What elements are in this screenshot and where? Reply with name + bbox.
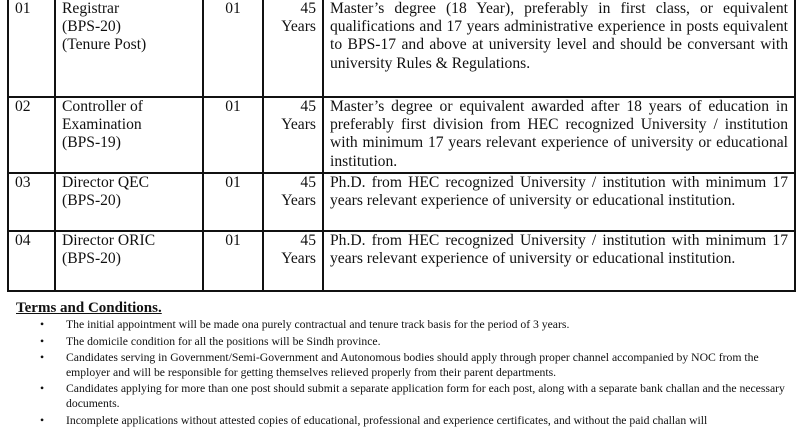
qualification: Ph.D. from HEC recognized University / institution with minimum 17 years relevant experience of university or educational institution.	[323, 173, 795, 231]
age-limit	[263, 231, 323, 291]
age-limit	[263, 97, 323, 173]
age-value: 45	[300, 232, 316, 249]
post-number: 02	[8, 97, 55, 173]
bullet-icon: •	[40, 334, 45, 348]
post-number: 03	[8, 173, 55, 231]
qualification: Master’s degree (18 Year), preferably in first class, or equivalent qualifications and 17 years administrative experience in posts equivalent to BPS-17 and above at university level and should be conversant with university Rules & Regulations.	[323, 0, 795, 97]
post-title: Controller of Examination (BPS-19)	[55, 97, 203, 173]
list-item	[38, 351, 788, 380]
list-item	[38, 414, 788, 429]
post-count: 01	[203, 173, 263, 231]
list-item	[38, 335, 788, 350]
post-count: 01	[203, 97, 263, 173]
age-unit: Years	[281, 250, 316, 268]
age-unit: Years	[281, 192, 316, 210]
term-text: The domicile condition for all the positions will be Sindh province.	[66, 334, 381, 348]
bullet-icon: •	[40, 318, 45, 331]
post-title: Director ORIC (BPS-20)	[55, 231, 203, 291]
age-value: 45	[300, 0, 316, 17]
post-title: Registrar (BPS-20) (Tenure Post)	[55, 0, 203, 97]
term-text: The initial appointment will be made ona purely contractual and tenure track basis for the period of 3 years.	[66, 318, 570, 331]
list-item	[38, 318, 788, 333]
post-count: 01	[203, 0, 263, 97]
qualification: Master’s degree or equivalent awarded after 18 years of education in preferably first division from HEC recognized University / institution with minimum 17 years relevant experience of university or educational institution.	[323, 97, 795, 173]
age-value: 45	[300, 174, 316, 191]
post-title: Director QEC (BPS-20)	[55, 173, 203, 231]
term-text: Candidates applying for more than one post should submit a separate application form for each post, along with a separate bank challan and the necessary documents.	[66, 382, 785, 410]
bullet-icon: •	[40, 382, 45, 396]
table-row	[8, 231, 795, 291]
table-row	[8, 173, 795, 231]
terms-list	[38, 318, 788, 430]
age-value: 45	[300, 98, 316, 115]
bullet-icon: •	[40, 351, 45, 365]
term-text: Candidates serving in Government/Semi-Government and Autonomous bodies should apply through proper channel accompanied by NOC from the employer and will be responsible for getting themselves relieved properly from their parent departments.	[66, 351, 759, 379]
posts-table	[7, 0, 796, 292]
age-unit: Years	[281, 116, 316, 134]
post-number: 04	[8, 231, 55, 291]
bullet-icon: •	[40, 413, 45, 427]
table-row	[8, 0, 795, 97]
term-text: Incomplete applications without attested copies of educational, professional and experience certificates, and without the paid challan will	[66, 413, 708, 427]
terms-heading: Terms and Conditions.	[16, 300, 162, 316]
age-limit	[263, 0, 323, 97]
age-limit	[263, 173, 323, 231]
post-number: 01	[8, 0, 55, 97]
age-unit: Years	[281, 18, 316, 36]
table-row	[8, 97, 795, 173]
list-item	[38, 382, 788, 411]
post-count: 01	[203, 231, 263, 291]
qualification: Ph.D. from HEC recognized University / institution with minimum 17 years relevant experience of university or educational institution.	[323, 231, 795, 291]
